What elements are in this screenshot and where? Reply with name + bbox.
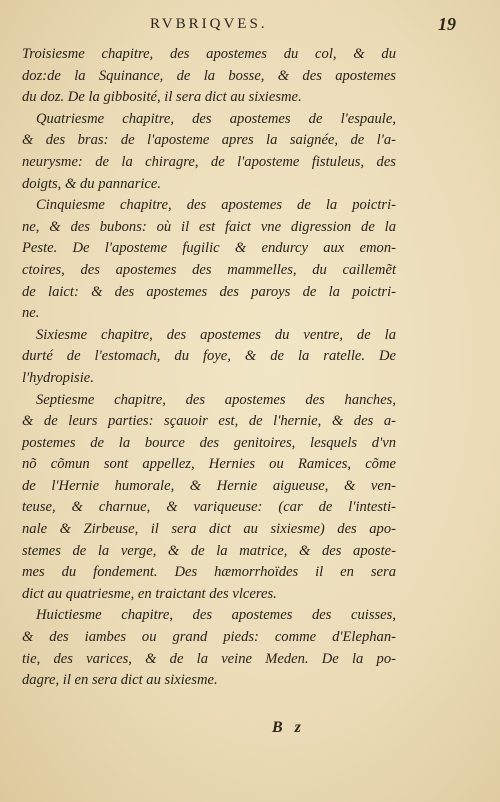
text-line: durté de l'estomach, du foye, & de la ratelle. De bbox=[22, 348, 396, 365]
text-line: teuse, & charnue, & variqueuse: (car de l'intesti- bbox=[22, 499, 396, 516]
text-line: & de leurs parties: sçauoir est, de l'hernie, & des a- bbox=[22, 413, 396, 430]
paragraph-chapter-3 bbox=[22, 44, 396, 109]
text-line: nõ cõmun sont appellez, Hernies ou Ramices, cõme bbox=[22, 456, 396, 473]
text-line: tie, des varices, & de la veine Meden. De la po- bbox=[22, 650, 396, 667]
text-line: Quatriesme chapitre, des apostemes de l'espaule, bbox=[36, 110, 396, 127]
text-line: doigts, & du pannarice. bbox=[22, 175, 162, 192]
text-line: Troisiesme chapitre, des apostemes du col, & du bbox=[22, 46, 396, 62]
text-line: doz:de la Squinance, de la bosse, & des apostemes bbox=[22, 67, 396, 84]
text-line: Huictiesme chapitre, des apostemes des cuisses, bbox=[36, 607, 396, 624]
text-line: de laict: & des apostemes des paroys de la poictri- bbox=[22, 283, 396, 300]
running-head: RVBRIQVES. bbox=[150, 16, 268, 32]
text-line: stemes de la verge, & de la matrice, & des aposte- bbox=[22, 542, 396, 559]
text-line: Peste. De l'aposteme fugilic & endurcy aux emon- bbox=[22, 240, 396, 257]
text-line: de l'Hernie humorale, & Hernie aigueuse, & ven- bbox=[22, 477, 396, 494]
text-line: & des iambes ou grand pieds: comme d'Elephan- bbox=[22, 629, 396, 646]
paragraph-chapter-8 bbox=[22, 605, 396, 691]
text-line: neurysme: de la chiragre, de l'aposteme fistuleus, des bbox=[22, 153, 396, 170]
text-line: mes du fondement. Des hæmorrhoïdes il en sera bbox=[22, 564, 396, 581]
text-line: dagre, il en sera dict au sixiesme. bbox=[22, 672, 218, 689]
text-line: l'hydropisie. bbox=[22, 369, 94, 386]
text-line: ne. bbox=[22, 305, 40, 322]
paragraph-chapter-6 bbox=[22, 325, 396, 390]
text-line: Sixiesme chapitre, des apostemes du ventre, de la bbox=[36, 326, 396, 343]
text-line: postemes de la bource des genitoires, lesquels d'vn bbox=[22, 434, 396, 451]
text-line: nale & Zirbeuse, il sera dict au sixiesme) des apo- bbox=[22, 521, 396, 538]
signature-mark: B z bbox=[272, 719, 305, 736]
page-number: 19 bbox=[438, 14, 456, 34]
text-line: & des bras: de l'aposteme apres la saignée, de l'a- bbox=[22, 132, 396, 149]
table-of-contents-text bbox=[22, 44, 396, 692]
paragraph-chapter-5 bbox=[22, 195, 396, 325]
text-line: Cinquiesme chapitre, des apostemes de la poictri- bbox=[36, 197, 396, 214]
text-line: ne, & des bubons: où il est faict vne digression de la bbox=[22, 218, 396, 235]
paragraph-chapter-7 bbox=[22, 390, 396, 606]
text-line: dict au quatriesme, en traictant des vlceres. bbox=[22, 585, 277, 602]
paragraph-chapter-4 bbox=[22, 109, 396, 195]
text-line: du doz. De la gibbosité, il sera dict au sixiesme. bbox=[22, 89, 302, 106]
text-line: ctoires, des apostemes des mammelles, du caillemẽt bbox=[22, 261, 396, 278]
text-line: Septiesme chapitre, des apostemes des hanches, bbox=[36, 391, 396, 408]
